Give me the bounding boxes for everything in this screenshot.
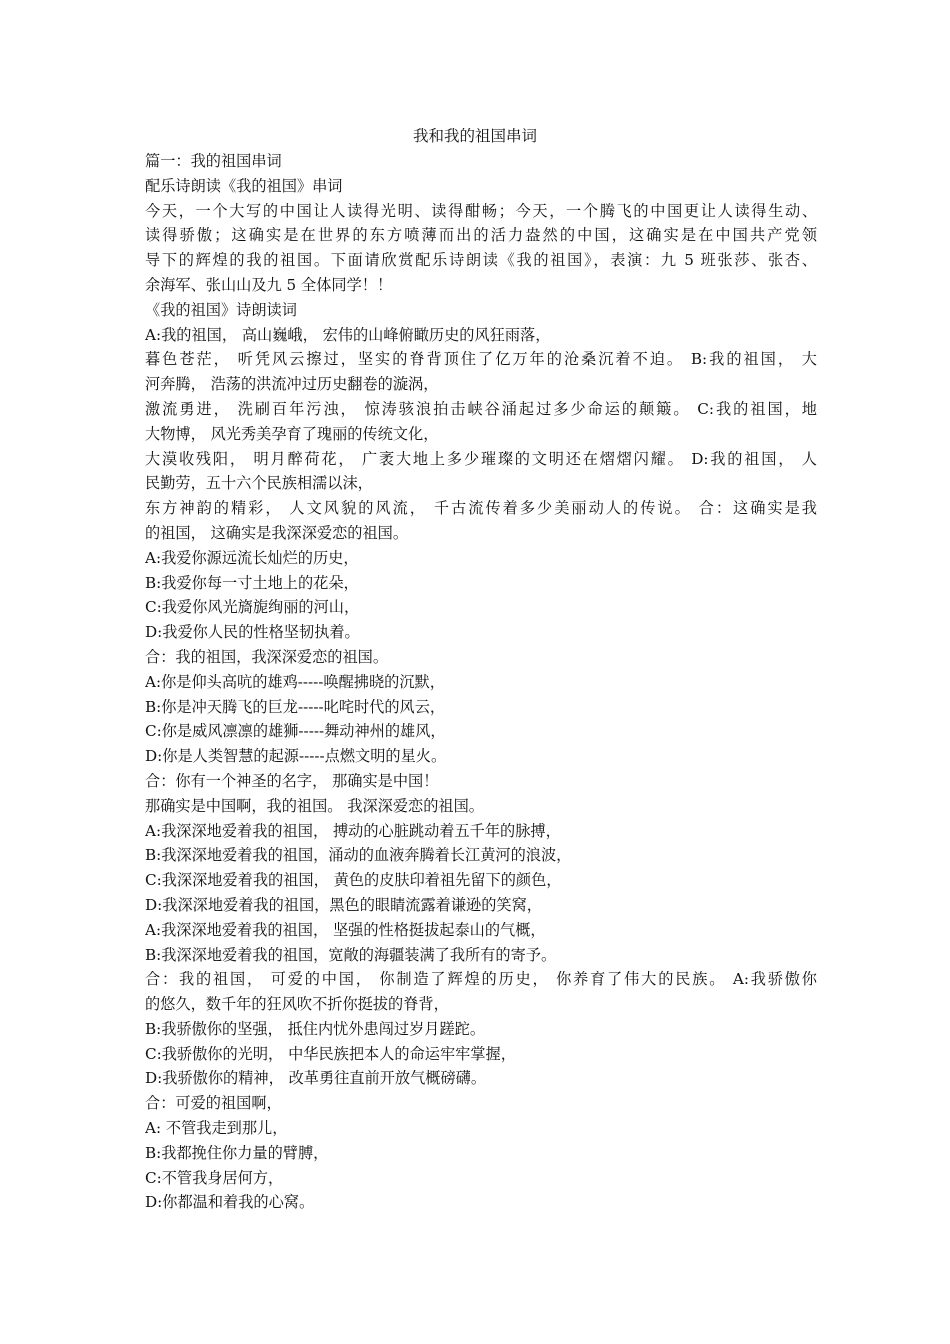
text-line: B:我深深地爱着我的祖国，涌动的血液奔腾着长江黄河的浪波， <box>145 846 572 865</box>
text-line: 大漠收残阳， 明月醉荷花， 广袤大地上多少璀璨的文明还在熠熠闪耀。 D:我的祖国， 人 <box>145 449 817 468</box>
text-line: 合：你有一个神圣的名字， 那确实是中国！ <box>145 771 439 790</box>
text-line: D:我爱你人民的性格坚韧执着。 <box>145 623 360 642</box>
text-line: 大物博， 风光秀美孕育了瑰丽的传统文化， <box>145 424 439 443</box>
text-line: 今天，一个大写的中国让人读得光明、读得酣畅；今天，一个腾飞的中国更让人读得生动、 <box>145 201 817 220</box>
document-body <box>145 149 817 1215</box>
text-line: 民勤劳，五十六个民族相濡以沫， <box>145 474 373 493</box>
text-line: 导下的辉煌的我的祖国。下面请欣赏配乐诗朗读《我的祖国》，表演：九 5 班张莎、张杏、 <box>145 251 817 270</box>
text-line: B:你是冲天腾飞的巨龙-----叱咤时代的风云， <box>145 697 446 716</box>
text-line: 合：我的祖国， 可爱的中国， 你制造了辉煌的历史， 你养育了伟大的民族。 A:我骄傲你 <box>145 970 817 989</box>
text-line: 余海军、张山山及九 5 全体同学！！ <box>145 275 393 294</box>
text-line: B:我深深地爱着我的祖国，宽敞的海疆装满了我所有的寄予。 <box>145 945 557 964</box>
text-line: 配乐诗朗读《我的祖国》串词 <box>145 176 343 195</box>
text-line: C:你是威风凛凛的雄狮-----舞动神州的雄风， <box>145 722 446 741</box>
text-line: D:你是人类智慧的起源-----点燃文明的星火。 <box>145 747 447 766</box>
text-line: 的祖国， 这确实是我深深爱恋的祖国。 <box>145 523 409 542</box>
text-line: C:我深深地爱着我的祖国， 黄色的皮肤印着祖先留下的颜色， <box>145 871 562 890</box>
text-line: 那确实是中国啊，我的祖国。 我深深爱恋的祖国。 <box>145 796 484 815</box>
text-line: 读得骄傲；这确实是在世界的东方喷薄而出的活力盎然的中国，这确实是在中国共产党领 <box>145 226 817 245</box>
text-line: 合：我的祖国，我深深爱恋的祖国。 <box>145 647 388 666</box>
text-line: 合：可爱的祖国啊， <box>145 1094 282 1113</box>
text-line: A:我的祖国， 高山巍峨， 宏伟的山峰俯瞰历史的风狂雨落， <box>145 325 551 344</box>
text-line: D:我深深地爱着我的祖国，黑色的眼睛流露着谦逊的笑窝， <box>145 895 542 914</box>
text-line: 激流勇进， 洗刷百年污浊， 惊涛骇浪拍击峡谷涌起过多少命运的颠簸。 C:我的祖国，地 <box>145 399 817 418</box>
text-line: A:我深深地爱着我的祖国， 搏动的心脏跳动着五千年的脉搏， <box>145 821 561 840</box>
text-line: B:我爱你每一寸土地上的花朵， <box>145 573 359 592</box>
text-line: C:我骄傲你的光明， 中华民族把本人的命运牢牢掌握， <box>145 1044 516 1063</box>
text-line: 河奔腾， 浩荡的洪流冲过历史翻卷的漩涡， <box>145 375 439 394</box>
text-line: A:我爱你源远流长灿烂的历史， <box>145 548 359 567</box>
text-line: 篇一：我的祖国串词 <box>145 152 282 170</box>
text-line: C:我爱你风光旖旎绚丽的河山， <box>145 598 360 617</box>
text-line: B:我都挽住你力量的臂膊， <box>145 1143 329 1162</box>
text-line: C:不管我身居何方， <box>145 1168 284 1187</box>
text-line: 暮色苍茫， 听凭风云擦过，坚实的脊背顶住了亿万年的沧桑沉着不迫。 B:我的祖国， 大 <box>145 350 817 369</box>
text-line: B:我骄傲你的坚强， 抵住内忧外患闯过岁月蹉跎。 <box>145 1019 486 1038</box>
text-line: D:我骄傲你的精神， 改革勇往直前开放气概磅礴。 <box>145 1069 487 1088</box>
text-line: 东方神韵的精彩， 人文风貌的风流， 千古流传着多少美丽动人的传说。 合：这确实是我 <box>145 499 817 518</box>
text-line: D:你都温和着我的心窝。 <box>145 1193 315 1212</box>
text-line: 的悠久，数千年的狂风吹不折你挺拔的脊背， <box>145 995 449 1014</box>
text-line: A: 不管我走到那儿， <box>145 1119 288 1138</box>
document-title: 我和我的祖国串词 <box>412 127 537 145</box>
text-line: A:我深深地爱着我的祖国， 坚强的性格挺拔起泰山的气概， <box>145 920 546 939</box>
text-line: 《我的祖国》诗朗读词 <box>145 300 297 319</box>
text-line: A:你是仰头高吭的雄鸡-----唤醒拂晓的沉默， <box>145 672 445 691</box>
